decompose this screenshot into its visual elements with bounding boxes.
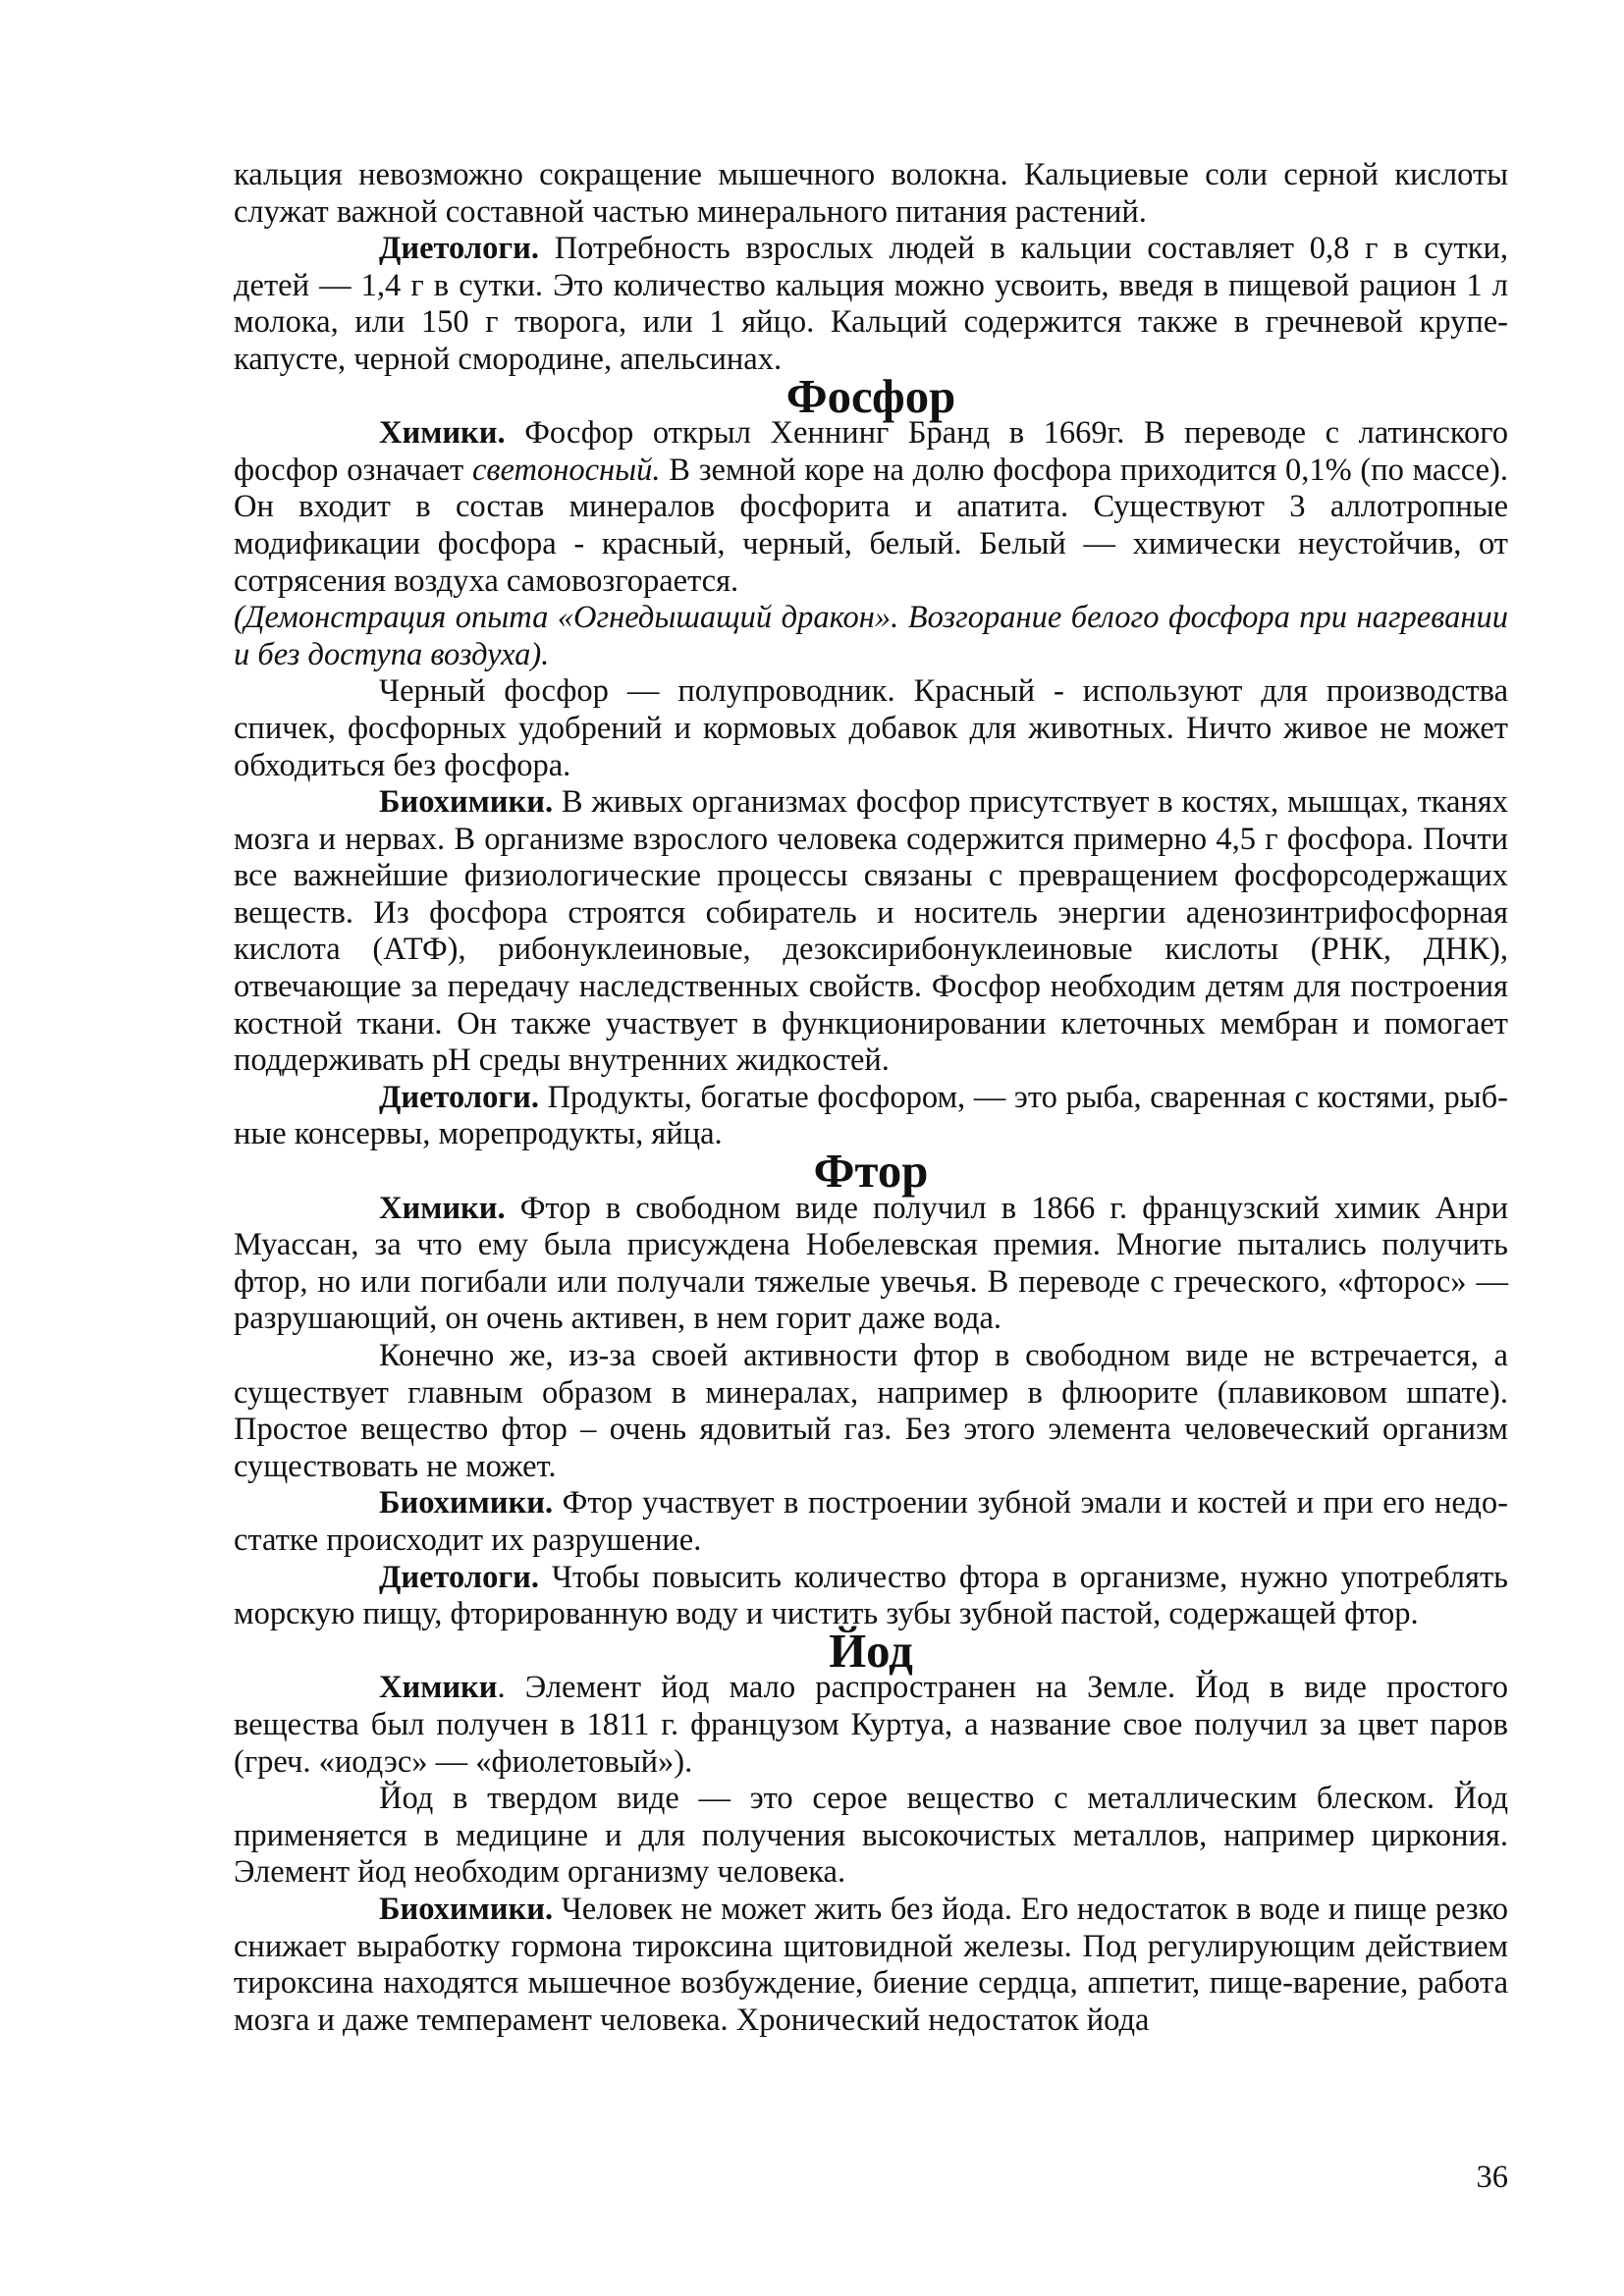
paragraph-fluorine-dietologists: Диетологи. Чтобы повысить количество фтора в организме, нужно употреблять морскую пищу, фторированную воду и чистить зубы зубной пастой, содержащей фтор.: [234, 1559, 1508, 1632]
paragraph-lead: Химики: [379, 1670, 498, 1706]
paragraph-calcium-dietologists: Диетологи. Потребность взрослых людей в кальции составляет 0,8 г в сутки, детей — 1,4 г в сутки. Это количество кальция можно усвоить, введя в пищевой рацион 1 л молока, или 150 г творога, или 1 яйцо. Кальций содержится также в гречневой крупе-капусте, черной смородине, апельсинах.: [234, 231, 1508, 377]
paragraph-calcium-continued: кальция невозможно сокращение мышечного волокна. Кальциевые соли серной кислоты служат важной составной частью минерального питания растений.: [234, 157, 1508, 230]
paragraph-iodine-biochemists: Биохимики. Человек не может жить без йода. Его недостаток в воде и пище резко снижает выработку гормона тироксина щитовидной железы. Под регулирующим действием тироксина находятся мышечное возбуждение, биение сердца, аппетит, пище-варение, работа мозга и даже темперамент человека. Хронический недостаток йода: [234, 1891, 1508, 2038]
page-number: 36: [1476, 2160, 1508, 2195]
paragraph-lead: Биохимики.: [379, 1485, 554, 1522]
paragraph-phosphorus-biochemists: Биохимики. В живых организмах фосфор присутствует в костях, мышцах, тканях мозга и нервах. В организме взрослого человека содержится примерно 4,5 г фосфора. Почти все важнейшие физиологические процессы связаны с превращением фосфорсодержащих веществ. Из фосфора строятся собиратель и носитель энергии аденозинтрифосфорная кислота (АТФ), рибонуклеиновые, дезоксирибонуклеиновые кислоты (РНК, ДНК), отвечающие за передачу наследственных свойств. Фосфор необходим детям для построения костной ткани. Он также участвует в функционировании клеточных мембран и помогает поддерживать pH среды внутренних жидкостей.: [234, 784, 1508, 1079]
paragraph-black-phosphorus: Черный фосфор — полупроводник. Красный - используют для производства спичек, фосфорных удобрений и кормовых добавок для животных. Ничто живое не может обходиться без фосфора.: [234, 673, 1508, 783]
paragraph-lead: Диетологи.: [379, 1079, 539, 1115]
paragraph-iodine-solid: Йод в твердом виде — это серое вещество с металлическим блеском. Йод применяется в медицине и для получения высокочистых металлов, например циркония. Элемент йод необходим организму человека.: [234, 1781, 1508, 1891]
demonstration-note: (Демонстрация опыта «Огнедышащий дракон». Возгорание белого фосфора при нагревании и без доступа воздуха).: [234, 600, 1508, 672]
paragraph-lead: Диетологи.: [379, 231, 539, 267]
paragraph-phosphorus-chemists: Химики. Фосфор открыл Хеннинг Бранд в 1669г. В переводе с латинского фосфор означает светоносный. В земной коре на долю фосфора приходится 0,1% (по массе). Он входит в состав минералов фосфорита и апатита. Существуют 3 аллотропные модификации фосфора - красный, черный, белый. Белый — химически неустойчив, от сотрясения воздуха самовозгорается.: [234, 415, 1508, 599]
paragraph-lead: Биохимики.: [379, 1891, 554, 1927]
section-heading-phosphorus: Фосфор: [785, 369, 956, 423]
document-page: [234, 157, 1508, 2039]
paragraph-lead: Биохимики.: [379, 784, 554, 821]
paragraph-lead: Химики.: [379, 1190, 506, 1226]
paragraph-fluorine-activity: Конечно же, из-за своей активности фтор в свободном виде не встречается, а существует главным образом в минералах, например в флюорите (плавиковом шпате). Простое вещество фтор – очень ядовитый газ. Без этого элемента человеческий организм существовать не может.: [234, 1338, 1508, 1484]
section-heading-fluorine: Фтор: [813, 1145, 929, 1199]
paragraph-lead: Диетологи.: [379, 1559, 539, 1595]
paragraph-lead: Химики.: [379, 415, 506, 452]
paragraph-iodine-chemists: Химики. Элемент йод мало распространен на Земле. Йод в виде простого вещества был получен в 1811 г. французом Куртуа, а название свое получил за цвет паров (греч. «иодэс» — «фиолетовый»).: [234, 1670, 1508, 1780]
section-heading-iodine: Йод: [829, 1624, 913, 1678]
paragraph-fluorine-chemists: Химики. Фтор в свободном виде получил в 1866 г. французский химик Анри Муассан, за что ему была присуждена Нобелевская премия. Многие пытались получить фтор, но или погибали или получали тяжелые увечья. В переводе с греческого, «фторос» — разрушающий, он очень активен, в нем горит даже вода.: [234, 1190, 1508, 1337]
italic-term: светоносный.: [471, 452, 661, 488]
paragraph-fluorine-biochemists: Биохимики. Фтор участвует в построении зубной эмали и костей и при его недо-статке происходит их разрушение.: [234, 1485, 1508, 1558]
paragraph-phosphorus-dietologists: Диетологи. Продукты, богатые фосфором, — это рыба, сваренная с костями, рыб-ные консервы, морепродукты, яйца.: [234, 1079, 1508, 1152]
